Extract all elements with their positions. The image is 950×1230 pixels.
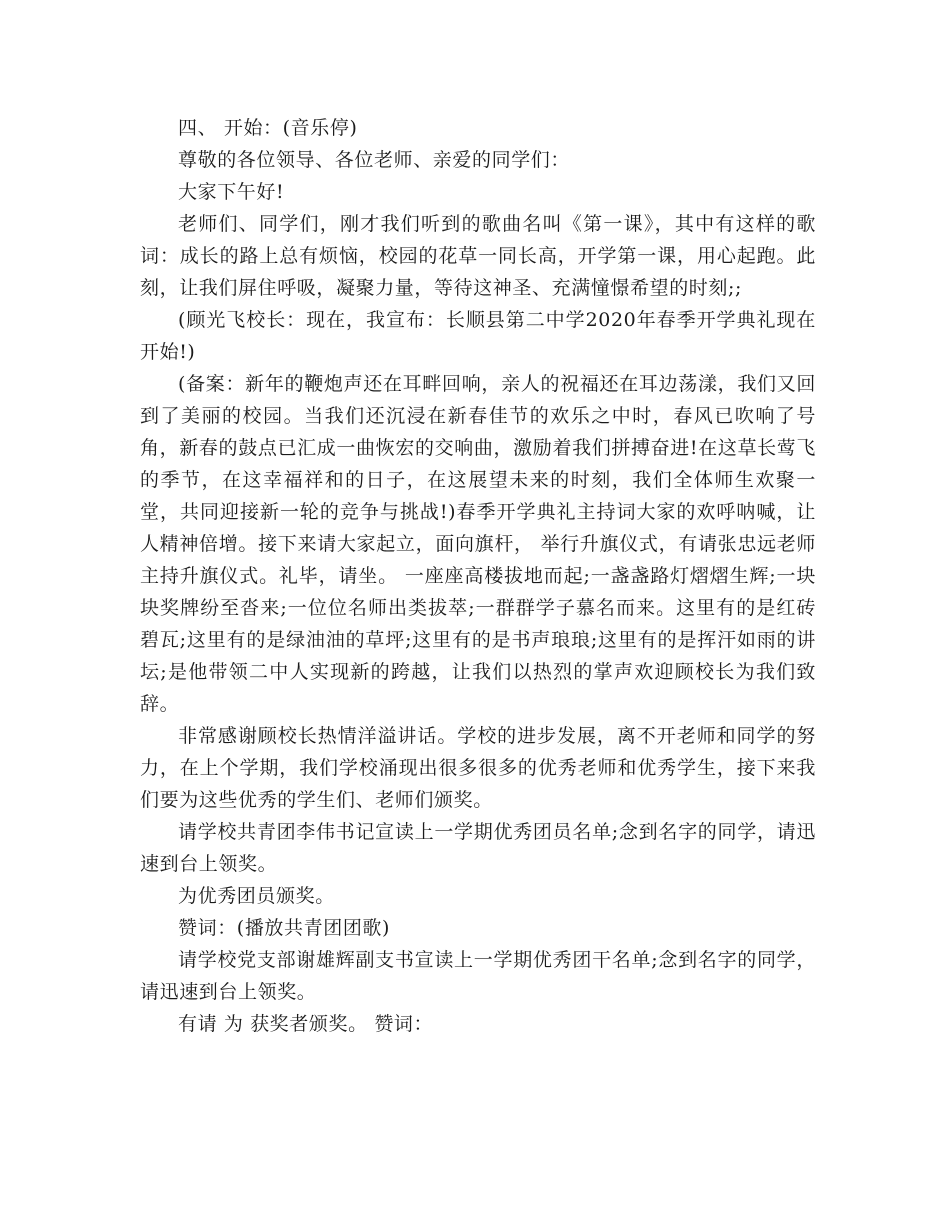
document-page xyxy=(140,112,816,1040)
closing-line: 有请 为 获奖者颁奖。 赞词： xyxy=(178,1013,434,1035)
tribute-line: 赞词：(播放共青团团歌) xyxy=(178,917,391,939)
thanks-paragraph: 非常感谢顾校长热情洋溢讲话。学校的进步发展，离不开老师和同学的努力，在上个学期，我们学校涌现出很多很多的优秀老师和优秀学生，接下来我们要为这些优秀的学生们、老师们颁奖。 xyxy=(140,725,816,811)
salutation: 尊敬的各位领导、各位老师、亲爱的同学们： xyxy=(178,149,571,171)
award-line: 为优秀团员颁奖。 xyxy=(178,885,335,907)
opening-paragraph: 老师们、同学们，刚才我们听到的歌曲名叫《第一课》，其中有这样的歌词：成长的路上总有烦恼，校园的花草一同长高，开学第一课，用心起跑。此刻，让我们屏住呼吸，凝聚力量，等待这神圣、充满憧憬希望的时刻;; xyxy=(140,213,816,299)
backup-script-paragraph: (备案：新年的鞭炮声还在耳畔回响，亲人的祝福还在耳边荡漾，我们又回到了美丽的校园。当我们还沉浸在新春佳节的欢乐之中时，春风已吹响了号角，新春的鼓点已汇成一曲恢宏的交响曲，激励着我们拼搏奋进!在这草长莺飞的季节，在这幸福祥和的日子，在这展望未来的时刻，我们全体师生欢聚一堂，共同迎接新一轮的竞争与挑战!)春季开学典礼主持词大家的欢呼呐喊，让人精神倍增。接下来请大家起立，面向旗杆， 举行升旗仪式，有请张忠远老师主持升旗仪式。礼毕，请坐。 一座座高楼拔地而起;一盏盏路灯熠熠生辉;一块块奖牌纷至沓来;一位位名师出类拔萃;一群群学子慕名而来。这里有的是红砖碧瓦;这里有的是绿油油的草坪;这里有的是书声琅琅;这里有的是挥汗如雨的讲坛;是他带领二中人实现新的跨越，让我们以热烈的掌声欢迎顾校长为我们致辞。 xyxy=(140,373,816,715)
principal-announcement: (顾光飞校长：现在，我宣布：长顺县第二中学2020年春季开学典礼现在开始!) xyxy=(140,309,816,363)
greeting: 大家下午好! xyxy=(178,181,285,203)
league-cadres-paragraph: 请学校党支部谢雄辉副支书宣读上一学期优秀团干名单;念到名字的同学，请迅速到台上领奖。 xyxy=(140,949,816,1003)
section-heading: 四、 开始：(音乐停) xyxy=(178,117,358,139)
league-members-paragraph: 请学校共青团李伟书记宣读上一学期优秀团员名单;念到名字的同学，请迅速到台上领奖。 xyxy=(140,821,816,875)
